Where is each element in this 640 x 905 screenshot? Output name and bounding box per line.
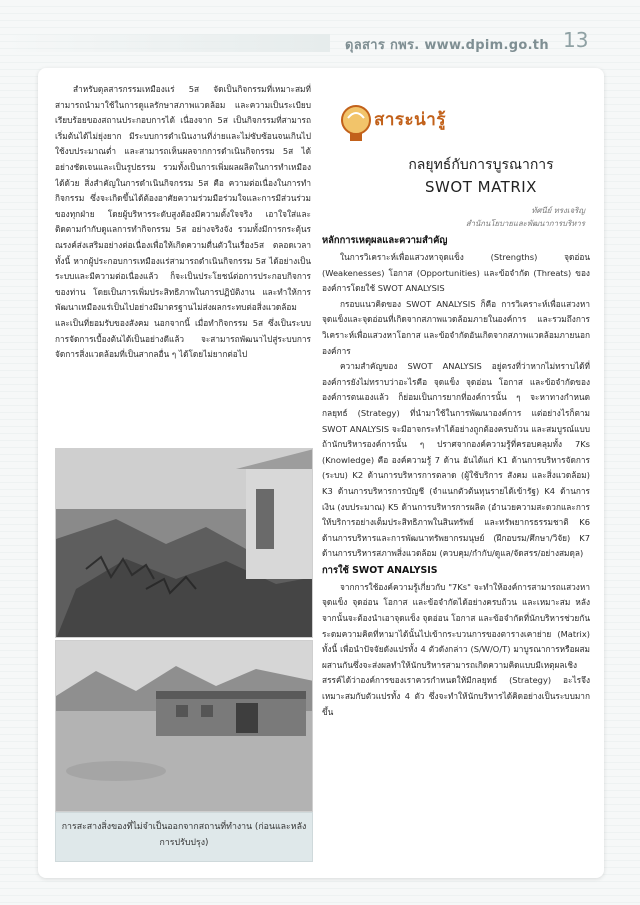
page-number: 13 — [563, 28, 589, 52]
body-paragraph: จากการใช้องค์ความรู้เกี่ยวกับ "7Ks" จะทำให้องค์การสามารถแสวงหาจุดแข็ง จุดอ่อน โอกาส และข้อจำกัดได้อย่างครบถ้วน และเหมาะสม หลังจากนั้นจะต้องนำเอาจุดแข็ง จุดอ่อน โอกาส และข้อจำกัดที่นักบริหารช่วยกันระดมความคิดที่หามาได้นั้นไปเข้ากระบวนการของตารางเคาย่าย (Matrix) ทั้งนี้ เพื่อนำปัจจัยดังแปรทั้ง 4 ตัวดังกล่าว (S/W/O/T) มาบูรณาการหรือผสมผสานกันซึ่งจะส่งผลทำให้นักบริหารสามารถเกิดความคิดแบบมีเหตุผลเชิงสรรค์ได้ว่าองค์การของเราควรกำหนดให้มีกลยุทธ์ (Strategy) อะไรจึงเหมาะสมกับตัวแปรทั้ง 4 ตัว ซึ่งจะทำให้นักบริหารได้คิดอย่างเป็นระบบมากขึ้น — [322, 581, 590, 717]
section-logo — [336, 100, 456, 152]
author-office: สำนักนโยบายและพัฒนาการบริหาร — [465, 219, 585, 228]
article-subtitle: SWOT MATRIX — [425, 178, 537, 196]
author-name: ทัศนีย์ ทรงเจริญ — [531, 206, 585, 215]
section-heading: การใช้ SWOT ANALYSIS — [322, 564, 438, 576]
page-header — [0, 26, 640, 60]
left-column — [55, 82, 311, 412]
logo-text: สาระน่ารู้ — [374, 110, 446, 130]
article-title: กลยุทธ์กับการบูรณาการ — [408, 157, 554, 173]
photo-caption: การสะสางสิ่งของที่ไม่จำเป็นออกจากสถานที่ทำงาน (ก่อนและหลังการปรับปรุง) — [55, 812, 313, 862]
section-heading: หลักการเหตุผลและความสำคัญ — [322, 235, 448, 246]
right-column — [322, 232, 590, 882]
header-bar — [0, 34, 330, 52]
magazine-site: ดุลสาร กพร. www.dpim.go.th — [345, 38, 549, 53]
photo-after — [55, 640, 313, 812]
photo-before — [55, 448, 313, 638]
body-paragraph: กรอบแนวคิดของ SWOT ANALYSIS ก็คือ การวิเคราะห์เพื่อแสวงหาจุดแข็งและจุดอ่อนที่เกิดจากสภาพแวดล้อมภายในองค์การ และรวมถึงการวิเคราะห์เพื่อแสวงหาโอกาส และข้อจำกัดอันเกิดจากสภาพแวดล้อมภายนอกองค์การ — [322, 298, 590, 356]
author-credit — [380, 204, 585, 230]
left-paragraph: สำหรับดุลสารกรรมเหมืองแร่ 5ส จัดเป็นกิจกรรมที่เหมาะสมที่สามารถนำมาใช้ในการดูแลรักษาสภาพแวดล้อม และความเป็นระเบียบเรียบร้อยของสถานประกอบการได้ เนื่องจาก 5ส เป็นกิจกรรมที่สามารถเริ่มต้นได้ไม่ยุ่งยาก มีระบบการดำเนินงานที่ง่ายและไม่ซับซ้อนจนเกินไป ใช้งบประมาณต่ำ และสามารถเห็นผลจากการดำเนินกิจกรรม 5ส ได้อย่างชัดเจนและเป็นรูปธรรม รวมทั้งเป็นการเพิ่มผลผลิตในการทำเหมืองได้ด้วย สิ่งสำคัญในการดำเนินกิจกรรม 5ส คือ ความต่อเนื่องในการทำกิจกรรม ซึ่งจะเกิดขึ้นได้ต้องอาศัยความร่วมมือร่วมใจและการมีส่วนร่วมของทุกฝ่าย โดยผู้บริหารระดับสูงต้องมีความตั้งใจจริง เอาใจใส่และติดตามกำกับดูแลการทำกิจกรรม 5ส อย่างจริงจัง รวมทั้งมีการกระตุ้นรณรงค์ส่งเสริมอย่างต่อเนื่องเพื่อให้เกิดความตื่นตัวในเรื่อง5ส ตลอดเวลา ทั้งนี้ หากผู้ประกอบการเหมืองแร่สามารถดำเนินกิจกรรม 5ส ได้อย่างเป็นระบบและมีความต่อเนื่องแล้ว ก็จะเป็นประโยชน์ต่อการประกอบกิจการของท่าน โดยเป็นการเพิ่มประสิทธิภาพในการปฏิบัติงาน และทำให้การพัฒนาเหมืองแร่เป็นไปอย่างมีมาตรฐานไม่ส่งผลกระทบต่อสิ่งแวดล้อม และเป็นที่ยอมรับของสังคม นอกจากนี้ เมื่อทำกิจกรรม 5ส ซึ่งเป็นระบบการจัดการเบื้องต้นได้เป็นอย่างดีแล้ว จะสามารถพัฒนาไปสู่ระบบการจัดการสิ่งแวดล้อมที่เป็นสากลอื่น ๆ ได้โดยไม่ยากต่อไป — [55, 84, 311, 360]
body-paragraph: ในการวิเคราะห์เพื่อแสวงหาจุดแข็ง (Strengths) จุดอ่อน (Weakenesses) โอกาส (Opportunities) และข้อจำกัด (Threats) ขององค์การโดยใช้ SWOT ANALYSIS — [322, 252, 590, 294]
body-paragraph: ความสำคัญของ SWOT ANALYSIS อยู่ตรงที่ว่าหากไม่ทราบได้ที่องค์การยังไม่ทราบว่าอะไรคือ จุดแข็ง จุดอ่อน โอกาส และข้อจำกัดขององค์การตนเองแล้ว ก็ย่อมเป็นการยากที่องค์การนั้น ๆ จะหาทางกำหนดกลยุทธ์ (Strategy) ที่นำมาใช้ในการพัฒนาองค์การ แต่อย่างไรก็ตาม SWOT ANALYSIS จะมีอาจกระทำได้อย่างถูกต้องครบถ้วน และสมบูรณ์แบบ ถ้านักบริหารองค์การนั้น ๆ ปราศจากองค์ความรู้ที่ครอบคลุมทั้ง 7Ks (Knowledge) คือ องค์ความรู้ 7 ด้าน อันได้แก่ K1 ด้านการบริหารจัดการ (ระบบ) K2 ด้านการบริหารการตลาด (ผู้ใช้บริการ สังคม และสิ่งแวดล้อม) K3 ด้านการบริหารการบัญชี (จำแนกตัวต้นทุนรายได้เข้ารัฐ) K4 ด้านการเงิน (งบประมาณ) K5 ด้านการบริหารการผลิต (อำนวยความสะดวกและการให้บริการอย่างเต็มประสิทธิภาพในสินทรัพย์ และทรัพยากรธรรมชาติ K6 ด้านการบริหารและการพัฒนาทรัพยากรมนุษย์ (ฝึกอบรม/ศึกษา/วิจัย) K7 ด้านการบริหารสภาพสิ่งแวดล้อม (ควบคุม/กำกับ/ดูแล/จัดสรร/อย่างสมดุล) — [322, 361, 590, 559]
lightbulb-icon — [336, 100, 376, 150]
